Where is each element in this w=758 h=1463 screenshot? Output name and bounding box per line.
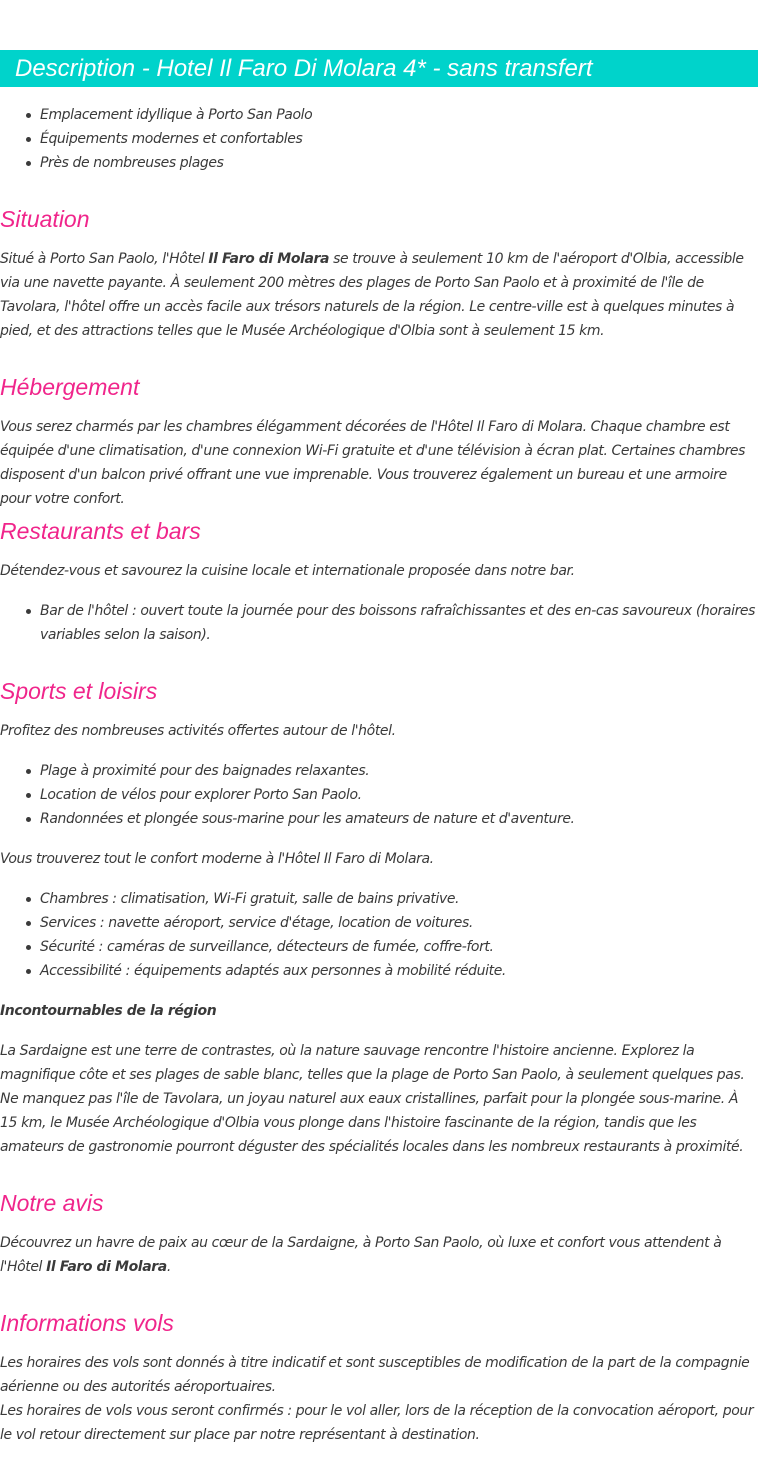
section-heading-avis: Notre avis [0,1190,104,1216]
list-item: Services : navette aéroport, service d'étage, location de voitures. [0,911,758,935]
section-heading-vols: Informations vols [0,1310,174,1336]
list-item: Accessibilité : équipements adaptés aux personnes à mobilité réduite. [0,959,758,983]
list-item: Chambres : climatisation, Wi-Fi gratuit, salle de bains privative. [0,887,758,911]
section-heading-restaurants: Restaurants et bars [0,518,201,544]
avis-text [0,1231,758,1279]
vols-text-2: Les horaires de vols vous seront confirmés : pour le vol aller, lors de la réception de la convocation aéroport, pour le vol retour directement sur place par notre représentant à destination. [0,1403,754,1443]
section-heading-hebergement: Hébergement [0,374,140,400]
list-item: Location de vélos pour explorer Porto San Paolo. [0,783,758,807]
section-heading-situation: Situation [0,206,90,232]
incontournables-heading [0,999,758,1023]
incontournables-text: La Sardaigne est une terre de contrastes, où la nature sauvage rencontre l'histoire ancienne. Explorez la magnifique côte et ses plages de sable blanc, telles que la plage de Porto San Paolo, à seulement quelques pas. Ne manquez pas l'île de Tavolara, un joyau naturel aux eaux cristallines, parfait pour la plongée sous-marine. À 15 km, le Musée Archéologique d'Olbia vous plonge dans l'histoire fascinante de la région, tandis que les amateurs de gastronomie pourront déguster des spécialités locales dans les nombreux restaurants à proximité. [0,1043,745,1155]
page-title: Description - Hotel Il Faro Di Molara 4* - sans transfert [15,55,593,82]
comfort-list [0,887,758,983]
comfort-intro: Vous trouverez tout le confort moderne à l'Hôtel Il Faro di Molara. [0,851,434,867]
incontournables-heading-text: Incontournables de la région [0,1003,217,1019]
avis-text-a: Découvrez un havre de paix au cœur de la Sardaigne, à Porto San Paolo, où luxe et confort vous attendent à l'Hôtel [0,1235,722,1275]
list-item: Sécurité : caméras de surveillance, détecteurs de fumée, coffre-fort. [0,935,758,959]
hotel-name: Il Faro di Molara [208,251,330,267]
avis-text-b: . [166,1259,171,1275]
section-heading-sports: Sports et loisirs [0,678,158,704]
list-item: Plage à proximité pour des baignades relaxantes. [0,759,758,783]
list-item: Près de nombreuses plages [0,151,758,175]
highlights-list [0,103,758,175]
list-item: Équipements modernes et confortables [0,127,758,151]
sports-list [0,759,758,831]
list-item: Randonnées et plongée sous-marine pour les amateurs de nature et d'aventure. [0,807,758,831]
restaurants-intro: Détendez-vous et savourez la cuisine locale et internationale proposée dans notre bar. [0,563,575,579]
sports-intro: Profitez des nombreuses activités offertes autour de l'hôtel. [0,723,396,739]
situation-text-a: Situé à Porto San Paolo, l'Hôtel [0,251,209,267]
list-item: Emplacement idyllique à Porto San Paolo [0,103,758,127]
situation-text [0,247,758,343]
vols-text-1: Les horaires des vols sont donnés à titre indicatif et sont susceptibles de modification de la part de la compagnie aérienne ou des autorités aéroportuaires. [0,1355,750,1395]
hebergement-text: Vous serez charmés par les chambres élégamment décorées de l'Hôtel Il Faro di Molara. Chaque chambre est équipée d'une climatisation, d'une connexion Wi-Fi gratuite et d'une télévision à écran plat. Certaines chambres disposent d'un balcon privé offrant une vue imprenable. Vous trouverez également un bureau et une armoire pour votre confort. [0,419,746,507]
title-banner [0,50,758,87]
restaurants-list [0,599,758,647]
list-item: Bar de l'hôtel : ouvert toute la journée pour des boissons rafraîchissantes et des en-cas savoureux (horaires variables selon la saison). [0,599,758,647]
hotel-name: Il Faro di Molara [46,1259,167,1275]
situation-text-b: se trouve à seulement 10 km de l'aéroport d'Olbia, accessible via une navette payante. À seulement 200 mètres des plages de Porto San Paolo et à proximité de l'île de Tavolara, l'hôtel offre un accès facile aux trésors naturels de la région. Le centre-ville est à quelques minutes à pied, et des attractions telles que le Musée Archéologique d'Olbia sont à seulement 15 km. [0,251,744,339]
